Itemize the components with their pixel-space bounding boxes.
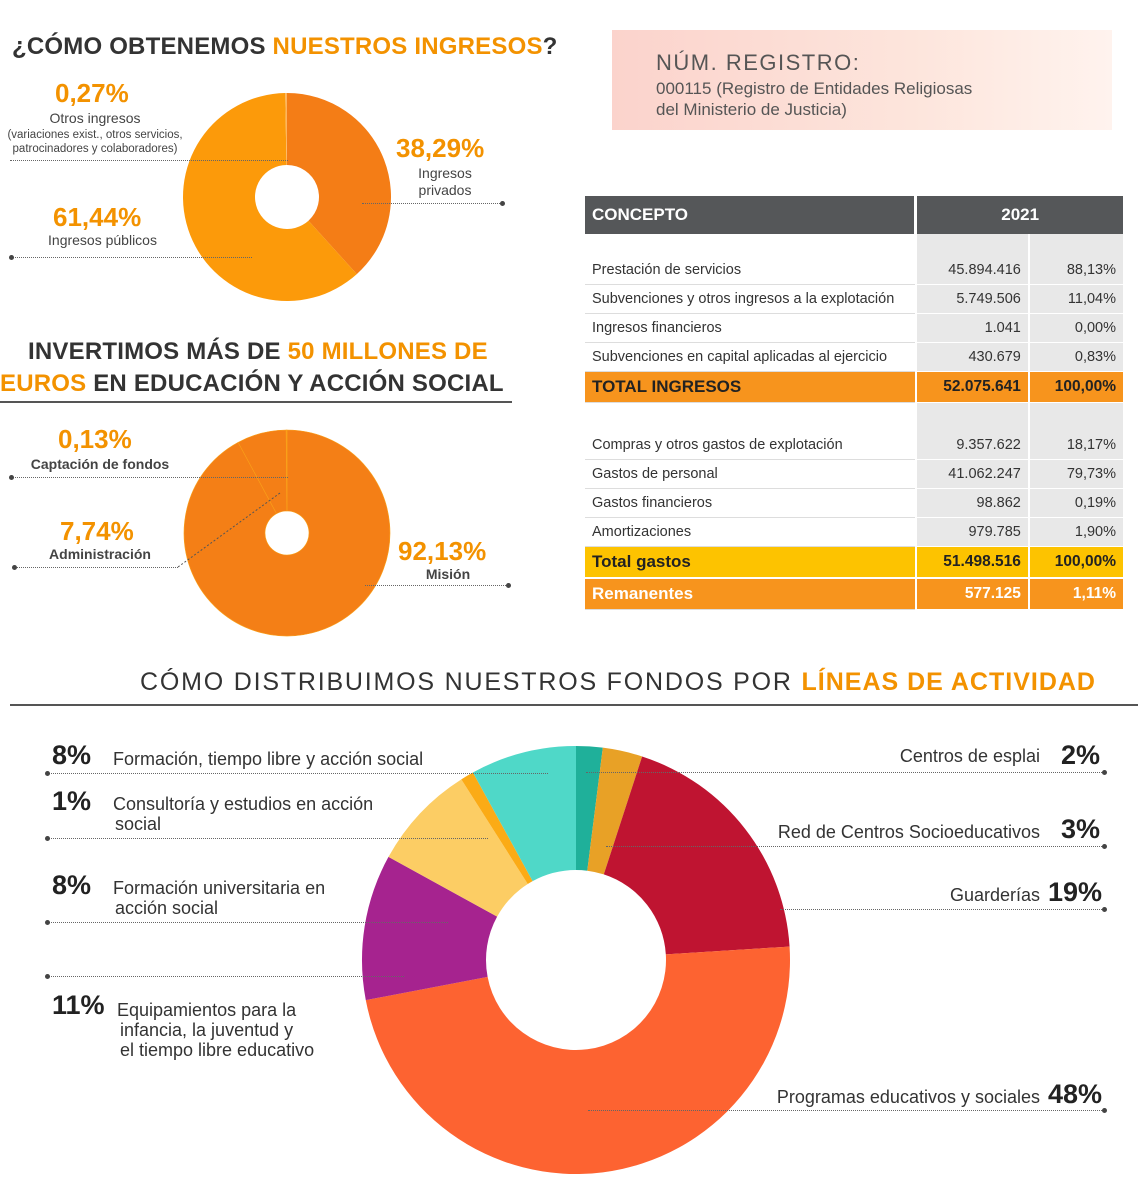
left-4-pct: 11% <box>52 990 105 1020</box>
spend-title-line1: INVERTIMOS MÁS DE 50 MILLONES DE <box>28 338 488 365</box>
left-4-leader <box>48 976 404 977</box>
remanentes-concept: Remanentes <box>585 578 916 610</box>
left-1-line1: Formación, tiempo libre y acción social <box>113 749 424 769</box>
left-2-dot <box>45 836 50 841</box>
captacion-leader-dot <box>9 475 14 480</box>
income-donut <box>180 90 394 304</box>
left-3-line2: acción social <box>115 898 219 918</box>
right-4-leader <box>588 1110 1106 1111</box>
lines-title: CÓMO DISTRIBUIMOS NUESTROS FONDOS POR LÍNEAS DE ACTIVIDAD <box>140 668 1096 696</box>
expense-pct: 79,73% <box>1029 460 1123 489</box>
otros-ingresos-pct: 0,27% <box>55 78 129 108</box>
right-4-label: Programas educativos y sociales <box>776 1087 1040 1107</box>
header-year: 2021 <box>916 196 1123 234</box>
administracion-pct: 7,74% <box>60 516 134 546</box>
otros-ingresos-label: Otros ingresos <box>49 110 141 126</box>
captacion-leader <box>12 477 288 478</box>
right-1-pct: 2% <box>1060 740 1100 770</box>
privados-label2: privados <box>418 182 472 198</box>
income-row <box>585 285 1123 314</box>
income-rows <box>585 256 1123 372</box>
remanentes-row <box>585 578 1123 610</box>
spend-title-line2: EUROS EN EDUCACIÓN Y ACCIÓN SOCIAL <box>0 370 504 397</box>
privados-label1: Ingresos <box>418 165 472 181</box>
right-2-dot <box>1102 844 1107 849</box>
remanentes-pct: 1,11% <box>1029 578 1123 610</box>
otros-leader <box>10 160 288 161</box>
left-1-leader <box>48 773 548 774</box>
expense-concept: Gastos de personal <box>585 460 916 489</box>
expense-pct: 18,17% <box>1029 431 1123 460</box>
expense-row <box>585 431 1123 460</box>
left-2-line2: social <box>115 814 162 834</box>
expense-concept: Gastos financieros <box>585 489 916 518</box>
mision-label: Misión <box>425 566 471 582</box>
left-3-dot <box>45 920 50 925</box>
total-expense-concept: Total gastos <box>585 547 916 579</box>
right-2-leader <box>606 846 1106 847</box>
right-3-label: Guarderías <box>949 885 1040 905</box>
income-concept: Subvenciones y otros ingresos a la explotación <box>585 285 916 314</box>
administracion-leader-dot <box>12 565 17 570</box>
left-3-leader <box>48 922 448 923</box>
registry-title: NÚM. REGISTRO: <box>656 50 861 75</box>
total-expense-pct: 100,00% <box>1029 547 1123 579</box>
expense-amount: 979.785 <box>916 518 1029 547</box>
mision-leader-dot <box>506 583 511 588</box>
total-expense-amount: 51.498.516 <box>916 547 1029 579</box>
privados-leader-dot <box>500 201 505 206</box>
right-2-label: Red de Centros Socioeducativos <box>777 822 1040 842</box>
left-4-dot <box>45 974 50 979</box>
financial-table <box>585 196 1123 610</box>
publicos-pct: 61,44% <box>53 202 142 232</box>
privados-pct: 38,29% <box>396 133 485 163</box>
income-row <box>585 343 1123 372</box>
expense-concept: Amortizaciones <box>585 518 916 547</box>
income-concept: Ingresos financieros <box>585 314 916 343</box>
captacion-label: Captación de fondos <box>30 456 170 472</box>
administracion-leader-diag <box>176 490 286 570</box>
table-spacer <box>585 403 1123 432</box>
left-1-dot <box>45 771 50 776</box>
otros-ingresos-sub2: patrocinadores y colaboradores) <box>12 143 178 155</box>
left-4-line2: infancia, la juventud y <box>120 1020 294 1040</box>
header-concept: CONCEPTO <box>585 196 916 234</box>
lines-title-underline <box>10 704 1138 706</box>
publicos-leader <box>12 257 252 258</box>
left-2-leader <box>48 838 488 839</box>
income-donut-slices <box>183 93 391 301</box>
total-income-pct: 100,00% <box>1029 372 1123 403</box>
expense-amount: 41.062.247 <box>916 460 1029 489</box>
total-expense-row <box>585 547 1123 579</box>
administracion-label: Administración <box>49 546 151 562</box>
left-2-pct: 1% <box>52 786 92 816</box>
expense-rows <box>585 431 1123 547</box>
expense-concept: Compras y otros gastos de explotación <box>585 431 916 460</box>
right-1-leader <box>586 772 1106 773</box>
income-pct: 0,00% <box>1029 314 1123 343</box>
income-amount: 430.679 <box>916 343 1029 372</box>
expense-amount: 98.862 <box>916 489 1029 518</box>
total-income-concept: TOTAL INGRESOS <box>585 372 916 403</box>
expense-pct: 0,19% <box>1029 489 1123 518</box>
left-3-line1: Formación universitaria en <box>113 878 326 898</box>
income-row <box>585 314 1123 343</box>
expense-row <box>585 518 1123 547</box>
registry-line2: del Ministerio de Justicia) <box>656 100 847 119</box>
expense-pct: 1,90% <box>1029 518 1123 547</box>
left-3-pct: 8% <box>52 870 92 900</box>
right-1-label: Centros de esplai <box>899 746 1040 766</box>
right-3-dot <box>1102 907 1107 912</box>
income-row <box>585 256 1123 285</box>
right-1-dot <box>1102 770 1107 775</box>
right-3-leader <box>780 909 1106 910</box>
expense-amount: 9.357.622 <box>916 431 1029 460</box>
income-amount: 45.894.416 <box>916 256 1029 285</box>
table-spacer <box>585 234 1123 256</box>
administracion-leader <box>15 567 178 568</box>
table-header <box>585 196 1123 234</box>
left-2-line1: Consultoría y estudios en acción <box>113 794 374 814</box>
mision-leader <box>365 585 510 586</box>
income-title: ¿CÓMO OBTENEMOS NUESTROS INGRESOS? <box>12 33 558 60</box>
total-income-amount: 52.075.641 <box>916 372 1029 403</box>
right-3-pct: 19% <box>1047 877 1102 907</box>
captacion-pct: 0,13% <box>58 424 132 454</box>
left-1-pct: 8% <box>52 740 92 770</box>
publicos-label: Ingresos públicos <box>48 232 157 248</box>
publicos-leader-dot <box>9 255 14 260</box>
income-pct: 88,13% <box>1029 256 1123 285</box>
income-amount: 5.749.506 <box>916 285 1029 314</box>
remanentes-amount: 577.125 <box>916 578 1029 610</box>
expense-row <box>585 460 1123 489</box>
income-amount: 1.041 <box>916 314 1029 343</box>
left-4-line3: el tiempo libre educativo <box>120 1040 315 1060</box>
income-pct: 11,04% <box>1029 285 1123 314</box>
right-4-pct: 48% <box>1047 1079 1102 1109</box>
left-4-line1: Equipamientos para la <box>117 1000 297 1020</box>
spend-title-underline <box>0 401 512 403</box>
expense-row <box>585 489 1123 518</box>
total-income-row <box>585 372 1123 403</box>
registry-box <box>612 30 1112 130</box>
income-concept: Subvenciones en capital aplicadas al ejercicio <box>585 343 916 372</box>
right-4-dot <box>1102 1108 1107 1113</box>
privados-leader <box>362 203 502 204</box>
registry-line1: 000115 (Registro de Entidades Religiosas <box>656 79 973 98</box>
income-concept: Prestación de servicios <box>585 256 916 285</box>
mision-pct: 92,13% <box>398 536 487 566</box>
right-2-pct: 3% <box>1060 814 1100 844</box>
otros-ingresos-sub1: (variaciones exist., otros servicios, <box>7 129 183 141</box>
income-pct: 0,83% <box>1029 343 1123 372</box>
